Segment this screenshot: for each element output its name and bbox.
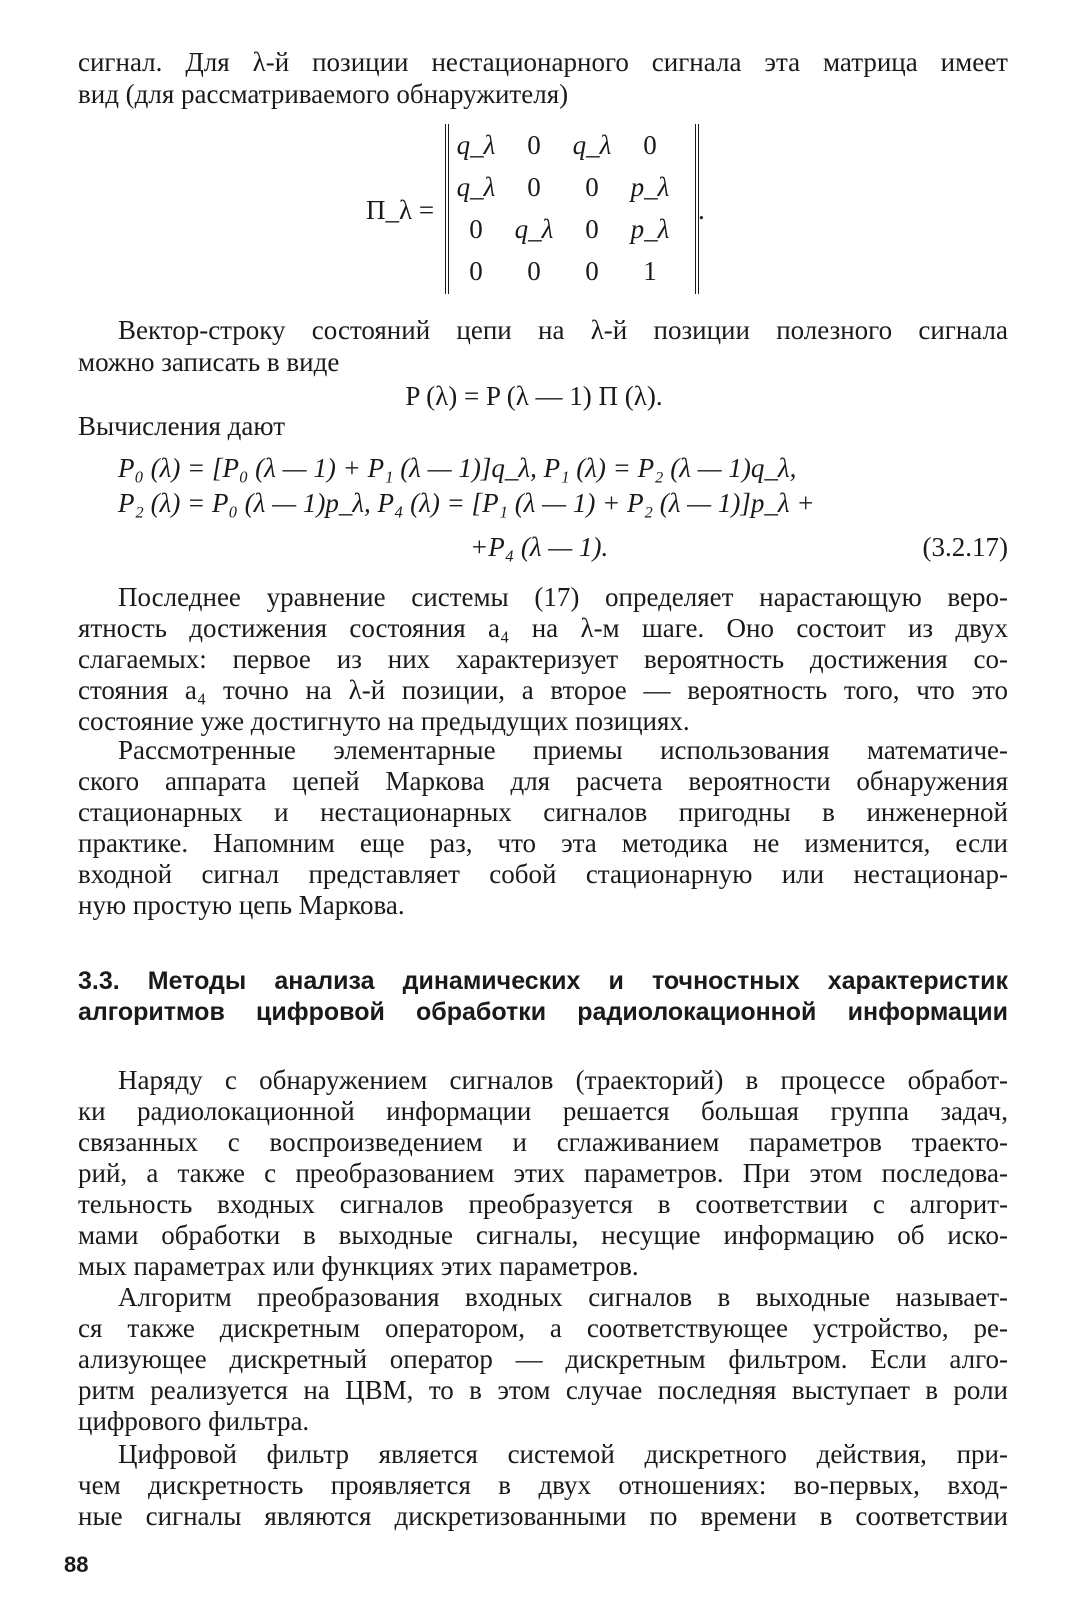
paragraph-line: входной сигнал представляет собой стационарную или нестационар- <box>78 859 1008 889</box>
paragraph-line: ского аппарата цепей Маркова для расчета вероятности обнаружения <box>78 766 1008 796</box>
matrix-cell: q_λ <box>456 172 496 202</box>
page-number: 88 <box>64 1552 89 1577</box>
paragraph-line: Наряду с обнаружением сигналов (траекторий) в процессе обработ- <box>118 1065 1008 1095</box>
text-line: сигнал. Для λ-й позиции нестационарного сигнала эта матрица имеет <box>78 47 1008 77</box>
matrix-cell: 0 <box>585 214 599 244</box>
text-line: вид (для рассматриваемого обнаружителя) <box>78 79 569 109</box>
paragraph-line: чем дискретность проявляется в двух отношениях: во-первых, вход- <box>78 1470 1008 1500</box>
text-line: Вектор-строку состояний цепи на λ-й позиции полезного сигнала <box>118 315 1008 345</box>
paragraph-line: связанных с воспроизведением и сглаживанием параметров траекто- <box>78 1127 1008 1157</box>
paragraph-line: Рассмотренные элементарные приемы использования математиче- <box>118 735 1008 765</box>
equation: +P₄ (λ — 1). <box>470 532 609 562</box>
paragraph-line: ную простую цепь Маркова. <box>78 890 405 920</box>
paragraph-line: цифрового фильтра. <box>78 1406 310 1436</box>
matrix-cell: q_λ <box>514 214 554 244</box>
text-line: Вычисления дают <box>78 411 286 441</box>
paragraph-line: Алгоритм преобразования входных сигналов в выходные называет- <box>118 1282 1008 1312</box>
matrix-pi-lambda <box>445 124 699 294</box>
equation: P (λ) = P (λ — 1) П (λ). <box>405 381 663 411</box>
paragraph-line: мых параметрах или функциях этих параметров. <box>78 1251 639 1281</box>
matrix-cell: 0 <box>585 256 599 286</box>
paragraph-line: мами обработки в выходные сигналы, несущие информацию об иско- <box>78 1220 1008 1250</box>
section-heading: алгоритмов цифровой обработки радиолокационной информации <box>78 998 1008 1026</box>
matrix-trailing-dot: . <box>698 195 705 225</box>
matrix-cell: 0 <box>527 172 541 202</box>
paragraph-line: тельность входных сигналов преобразуется в соответствии с алгорит- <box>78 1189 1008 1219</box>
paragraph-line: ритм реализуется на ЦВМ, то в этом случае последняя выступает в роли <box>78 1375 1008 1405</box>
text-line: можно записать в виде <box>78 347 340 377</box>
matrix-cell: 0 <box>527 256 541 286</box>
matrix-cell: q_λ <box>456 130 496 160</box>
paragraph-line: ализующее дискретный оператор — дискретным фильтром. Если алго- <box>78 1344 1008 1374</box>
paragraph-line: стационарных и нестационарных сигналов пригодны в инженерной <box>78 797 1008 827</box>
section-heading: 3.3. Методы анализа динамических и точностных характеристик <box>78 967 1008 995</box>
matrix-cell: p_λ <box>630 172 670 202</box>
matrix-label: П_λ = <box>366 195 435 225</box>
paragraph-line: ки радиолокационной информации решается большая группа задач, <box>78 1096 1008 1126</box>
matrix-cell: 0 <box>643 130 657 160</box>
matrix-cell: q_λ <box>572 130 612 160</box>
paragraph-line: ные сигналы являются дискретизованными по времени в соответствии <box>78 1501 1008 1531</box>
equation: P₂ (λ) = P₀ (λ — 1)p_λ, P₄ (λ) = [P₁ (λ — 1) + P₂ (λ — 1)]p_λ + <box>118 488 815 518</box>
matrix-cell: 1 <box>643 256 657 286</box>
equation: P₀ (λ) = [P₀ (λ — 1) + P₁ (λ — 1)]q_λ, P₁ (λ) = P₂ (λ — 1)q_λ, <box>118 453 797 483</box>
paragraph-line: слагаемых: первое из них характеризует вероятность достижения со- <box>78 644 1008 674</box>
paragraph-line: Последнее уравнение системы (17) определяет нарастающую веро- <box>118 582 1008 612</box>
paragraph-line: состояние уже достигнуто на предыдущих позициях. <box>78 706 690 736</box>
paragraph-line: стояния a₄ точно на λ-й позиции, а второе — вероятность того, что это <box>78 675 1008 705</box>
matrix-cell: 0 <box>585 172 599 202</box>
matrix-cell: 0 <box>527 130 541 160</box>
paragraph-line: рий, а также с преобразованием этих параметров. При этом последова- <box>78 1158 1008 1188</box>
paragraph-line: Цифровой фильтр является системой дискретного действия, при- <box>118 1439 1008 1469</box>
matrix-cell: 0 <box>469 256 483 286</box>
paragraph-line: ятность достижения состояния a₄ на λ-м шаге. Оно состоит из двух <box>78 613 1008 643</box>
paragraph-line: практике. Напомним еще раз, что эта методика не изменится, если <box>78 828 1008 858</box>
equation-number: (3.2.17) <box>922 532 1008 562</box>
paragraph-line: ся также дискретным оператором, а соответствующее устройство, ре- <box>78 1313 1008 1343</box>
matrix-cell: p_λ <box>630 214 670 244</box>
matrix-cell: 0 <box>469 214 483 244</box>
